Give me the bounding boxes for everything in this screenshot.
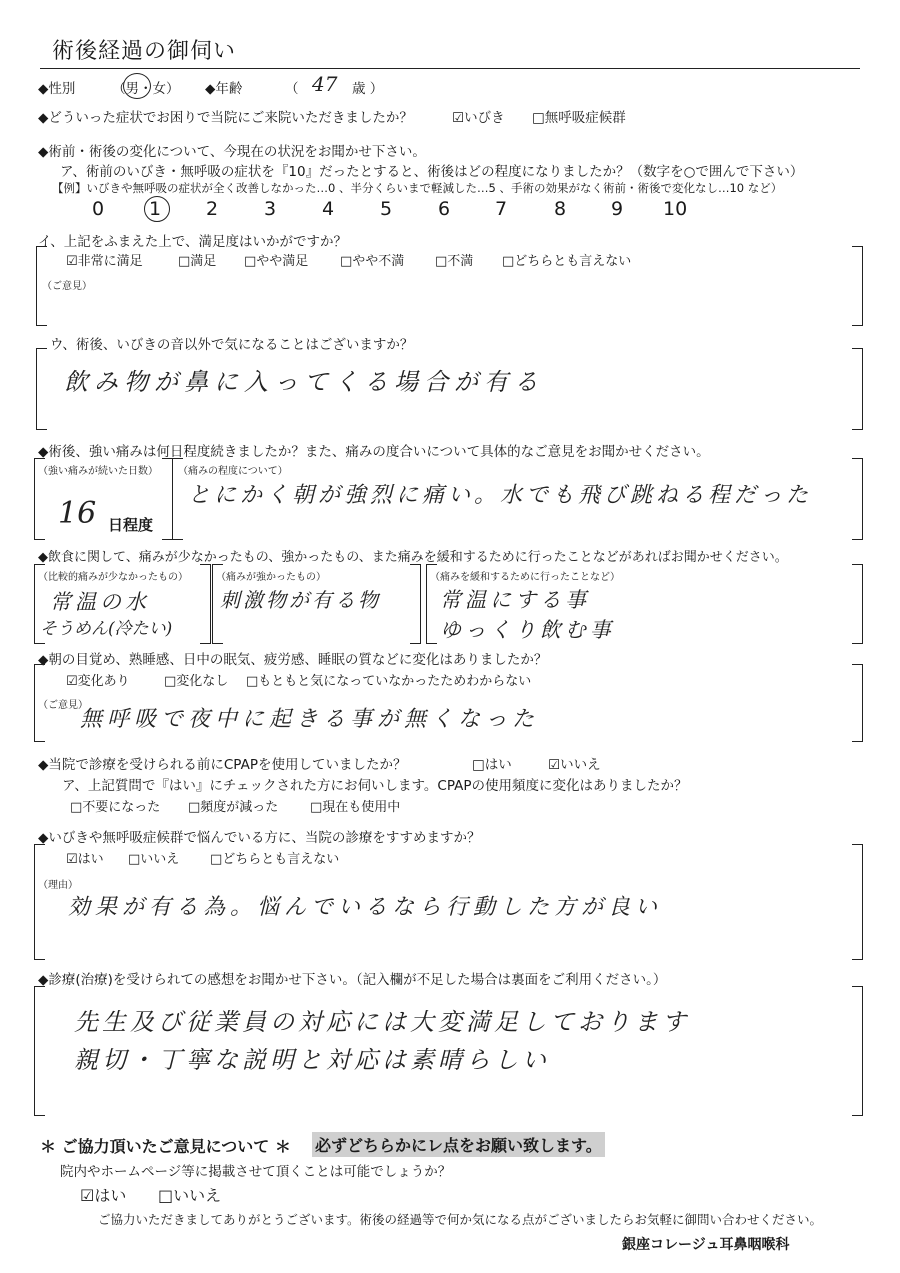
- symptom-snoring[interactable]: ☑いびき: [452, 110, 505, 126]
- cpap-not-needed[interactable]: □不要になった: [70, 800, 161, 815]
- morning-unknown[interactable]: □もともと気になっていなかったためわからない: [246, 674, 532, 689]
- recommend-answer[interactable]: 効果が有る為。悩んでいるなら行動した方が良い: [68, 895, 663, 920]
- gender-label: ◆性別: [38, 81, 76, 97]
- cpap-yes[interactable]: □はい: [472, 757, 512, 773]
- scale-7[interactable]: 7: [495, 198, 508, 220]
- sat-neither[interactable]: □どちらとも言えない: [502, 254, 632, 269]
- page-title: 術後経過の御伺い: [52, 39, 237, 64]
- satisfaction-bracket-right: [852, 246, 863, 326]
- change-sub-a: ア、術前のいびき・無呼吸の症状を『10』だったとすると、術後はどの程度になりましたか？（数字を○で囲んで下さい）: [60, 164, 804, 180]
- food-relief-answer-2[interactable]: ゆっくり飲む事: [440, 618, 615, 642]
- impression-bracket-left: [34, 986, 45, 1116]
- food-strong-answer[interactable]: 刺激物が有る物: [220, 588, 381, 612]
- food-less-bracket-right: [200, 564, 211, 644]
- symptom-apnea[interactable]: □無呼吸症候群: [532, 110, 626, 126]
- scale-2[interactable]: 2: [206, 198, 219, 220]
- title-divider: [40, 68, 860, 69]
- food-strong-bracket-right: [410, 564, 421, 644]
- impression-question: ◆診療(治療)を受けられての感想をお聞かせ下さい。（記入欄が不足した場合は裏面をご利用ください。）: [38, 972, 667, 988]
- cpap-no[interactable]: ☑いいえ: [548, 757, 601, 773]
- recommend-reason-label: （理由）: [38, 880, 78, 891]
- age-open: （: [285, 81, 299, 97]
- sat-somewhat-satisfied[interactable]: □やや満足: [244, 254, 309, 269]
- age-close: 歳 ）: [352, 81, 384, 97]
- morning-comment-label: （ご意見）: [38, 700, 88, 711]
- pain-degree-answer[interactable]: とにかく朝が強烈に痛い。水でも飛び跳ねる程だった: [188, 483, 813, 508]
- food-relief-bracket-right: [852, 564, 863, 644]
- morning-question: ◆朝の目覚め、熟睡感、日中の眠気、疲労感、睡眠の質などに変化はありましたか？: [38, 652, 548, 668]
- other-question: ウ、術後、いびきの音以外で気になることはございますか？: [50, 337, 414, 353]
- cpap-question: ◆当院で診療を受けられる前にCPAPを使用していましたか？: [38, 757, 407, 773]
- sat-satisfied[interactable]: □満足: [178, 254, 217, 269]
- pain-degree-bracket-right: [852, 458, 863, 540]
- consent-question: 院内やホームページ等に掲載させて頂くことは可能でしょうか？: [60, 1164, 452, 1180]
- other-bracket-right: [852, 348, 863, 430]
- symptom-question: ◆どういった症状でお困りで当院にご来院いただきましたか？: [38, 110, 413, 126]
- cpap-less-frequent[interactable]: □頻度が減った: [188, 800, 279, 815]
- gender-selected-circle: [123, 73, 151, 99]
- consent-label: ＊ ご協力頂いたご意見について ＊: [40, 1137, 291, 1156]
- change-question: ◆術前・術後の変化について、今現在の状況をお聞かせ下さい。: [38, 144, 426, 160]
- sat-dissatisfied[interactable]: □不満: [435, 254, 474, 269]
- pain-days-suffix: 日程度: [108, 516, 154, 534]
- impression-answer-1[interactable]: 先生及び従業員の対応には大変満足しております: [74, 1008, 690, 1036]
- morning-unchanged[interactable]: □変化なし: [164, 674, 229, 689]
- food-less-label: （比較的痛みが少なかったもの）: [38, 572, 188, 583]
- scale-selected-circle: [144, 196, 170, 222]
- recommend-neither[interactable]: □どちらとも言えない: [210, 852, 340, 867]
- scale-1[interactable]: 1: [149, 198, 162, 220]
- recommend-bracket-right: [852, 844, 863, 960]
- recommend-yes[interactable]: ☑はい: [66, 852, 104, 867]
- food-relief-answer-1[interactable]: 常温にする事: [440, 588, 590, 612]
- impression-answer-2[interactable]: 親切・丁寧な説明と対応は素晴らしい: [74, 1046, 550, 1074]
- scale-5[interactable]: 5: [380, 198, 393, 220]
- satisfaction-question: イ、上記をふまえた上で、満足度はいかがですか？: [38, 234, 348, 250]
- scale-10[interactable]: 10: [663, 198, 688, 220]
- recommend-no[interactable]: □いいえ: [128, 852, 180, 867]
- consent-highlight: 必ずどちらかにレ点をお願い致します。: [312, 1132, 605, 1157]
- morning-answer[interactable]: 無呼吸で夜中に起きる事が無くなった: [80, 707, 540, 732]
- scale-3[interactable]: 3: [264, 198, 277, 220]
- pain-days-value[interactable]: 16: [58, 496, 97, 531]
- other-answer[interactable]: 飲み物が鼻に入ってくる場合が有る: [64, 368, 544, 396]
- other-bracket-left: [36, 348, 47, 430]
- recommend-question: ◆いびきや無呼吸症候群で悩んでいる方に、当院の診療をすすめますか？: [38, 830, 481, 846]
- scale-0[interactable]: 0: [92, 198, 105, 220]
- satisfaction-comment-label: （ご意見）: [42, 281, 92, 292]
- age-value[interactable]: 47: [312, 72, 338, 96]
- morning-changed[interactable]: ☑変化あり: [66, 674, 130, 689]
- consent-yes[interactable]: ☑はい: [80, 1186, 127, 1205]
- food-question: ◆飲食に関して、痛みが少なかったもの、強かったもの、また痛みを緩和するために行ったことなどがあればお聞かせください。: [38, 550, 788, 565]
- cpap-still-using[interactable]: □現在も使用中: [310, 800, 401, 815]
- scale-8[interactable]: 8: [554, 198, 567, 220]
- impression-bracket-right: [852, 986, 863, 1116]
- food-less-answer-2[interactable]: そうめん(冷たい): [40, 619, 173, 639]
- food-less-answer-1[interactable]: 常温の水: [50, 590, 150, 614]
- recommend-bracket-left: [34, 844, 45, 960]
- scale-9[interactable]: 9: [611, 198, 624, 220]
- scale-4[interactable]: 4: [322, 198, 335, 220]
- scale-6[interactable]: 6: [438, 198, 451, 220]
- change-example: 【例】いびきや無呼吸の症状が全く改善しなかった…0 、半分くらいまで軽減した…5 、手術の効果がなく術前・術後で変化なし…10 など）: [52, 181, 783, 195]
- cpap-sub-question: ア、上記質問で『はい』にチェックされた方にお伺いします。CPAPの使用頻度に変化はありましたか？: [62, 778, 688, 794]
- gender-options[interactable]: （男・女）: [112, 81, 180, 97]
- sat-very-satisfied[interactable]: ☑非常に満足: [66, 254, 143, 269]
- consent-no[interactable]: □いいえ: [158, 1186, 222, 1205]
- pain-days-label: （強い痛みが続いた日数）: [38, 466, 158, 477]
- food-strong-label: （痛みが強かったもの）: [216, 572, 326, 583]
- age-label: ◆年齢: [205, 81, 243, 97]
- morning-bracket-right: [852, 664, 863, 742]
- food-relief-label: （痛みを緩和するために行ったことなど）: [430, 572, 620, 583]
- clinic-name: 銀座コレージュ耳鼻咽喉科: [622, 1237, 790, 1253]
- pain-question: ◆術後、強い痛みは何日程度続きましたか？また、痛みの度合いについて具体的なご意見をお聞かせください。: [38, 444, 710, 460]
- sat-somewhat-dissatisfied[interactable]: □やや不満: [340, 254, 405, 269]
- pain-degree-label: （痛みの程度について）: [178, 466, 288, 477]
- thanks-message: ご協力いただきましてありがとうございます。術後の経過等で何か気になる点がございましたらお気軽に御問い合わせください。: [98, 1212, 823, 1227]
